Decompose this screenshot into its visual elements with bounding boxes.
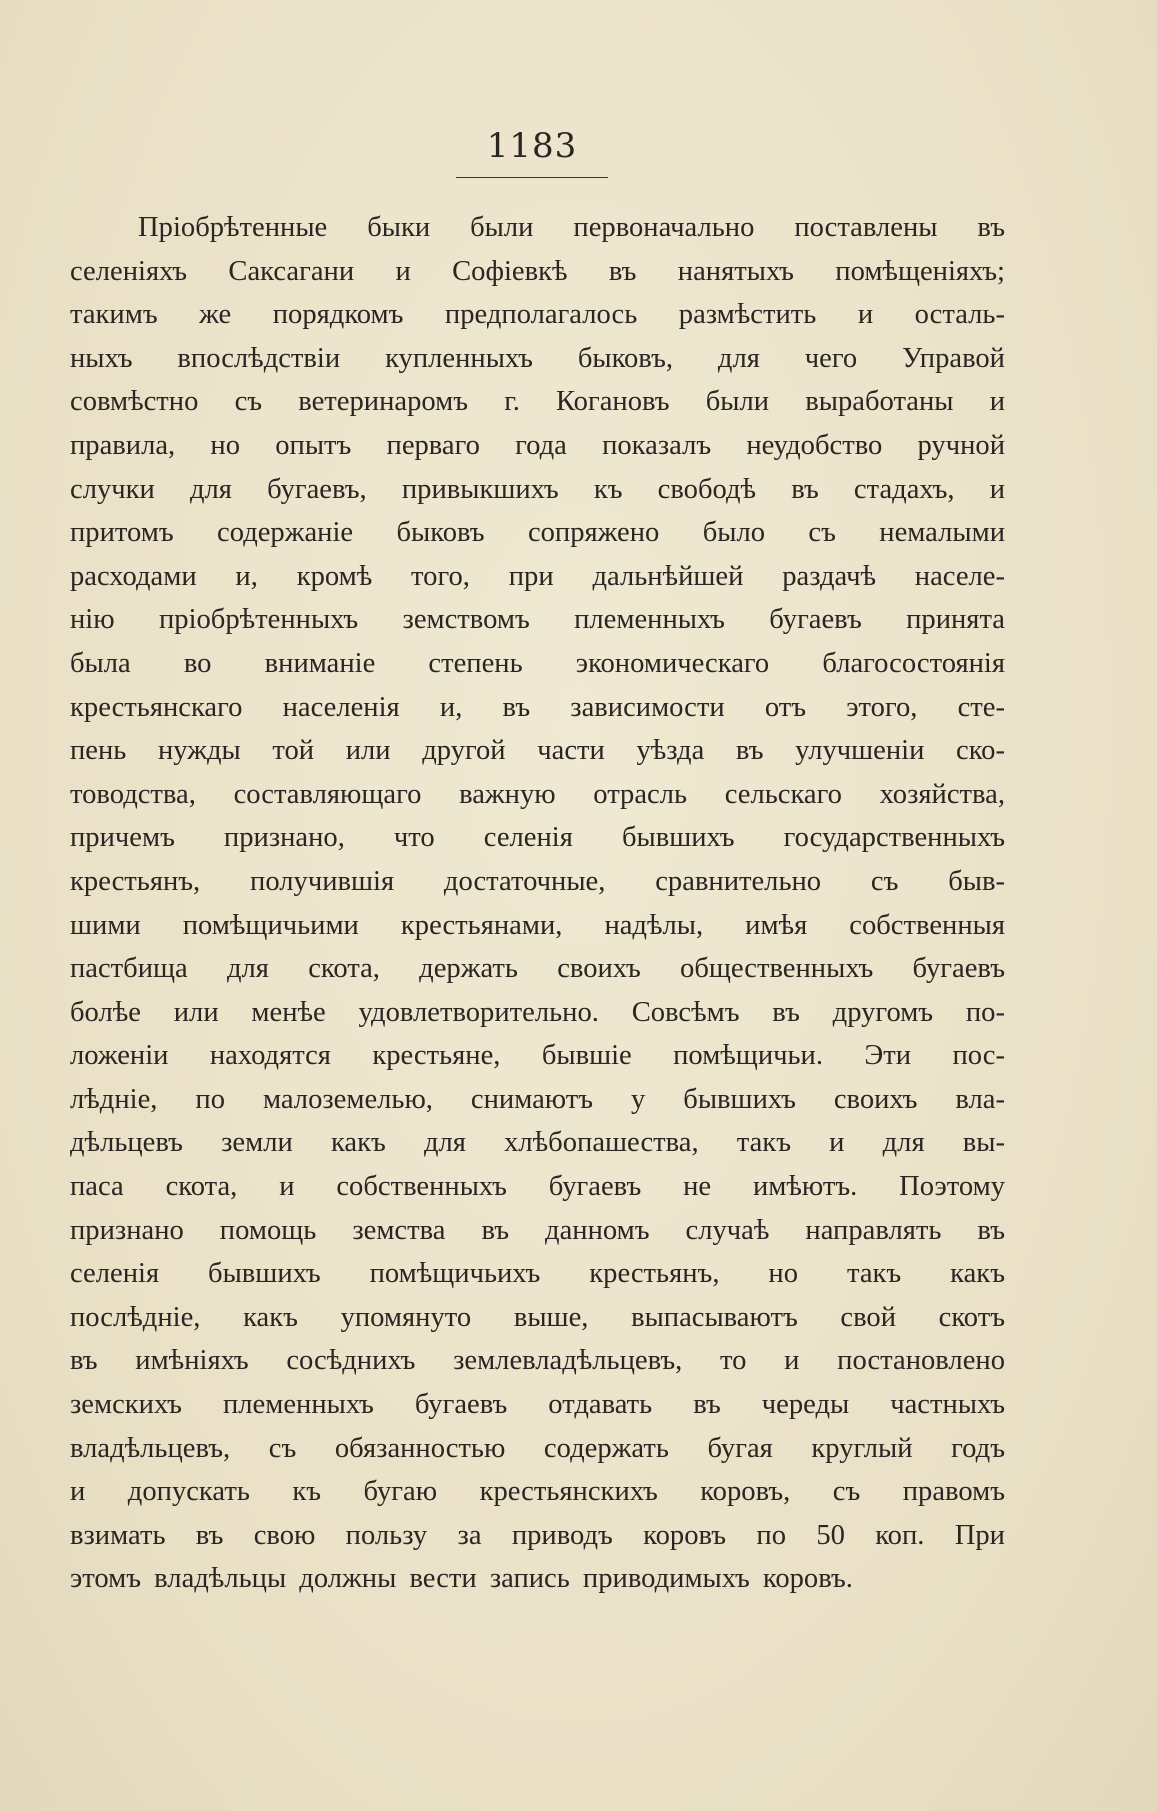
text-line: селеніяхъ Саксагани и Софіевкѣ въ нанятыхъ помѣщеніяхъ; bbox=[70, 255, 1005, 287]
paragraph bbox=[70, 206, 1005, 1601]
text-line: селенія бывшихъ помѣщичьихъ крестьянъ, но такъ какъ bbox=[70, 1258, 1005, 1290]
text-line: этомъ владѣльцы должны вести запись приводимыхъ коровъ. bbox=[70, 1563, 853, 1595]
text-line: паса скота, и собственныхъ бугаевъ не имѣютъ. Поэтому bbox=[70, 1171, 1005, 1203]
text-line: совмѣстно съ ветеринаромъ г. Когановъ были выработаны и bbox=[70, 386, 1005, 418]
text-line: и допускать къ бугаю крестьянскихъ коровъ, съ правомъ bbox=[70, 1476, 1005, 1508]
text-line: крестьянскаго населенія и, въ зависимости отъ этого, сте- bbox=[70, 691, 1005, 723]
text-line: ложеніи находятся крестьяне, бывшіе помѣщичьи. Эти пос- bbox=[70, 1040, 1005, 1072]
text-line: причемъ признано, что селенія бывшихъ государственныхъ bbox=[70, 822, 1005, 854]
text-line: расходами и, кромѣ того, при дальнѣйшей раздачѣ населе- bbox=[70, 560, 1005, 592]
text-line: лѣдніе, по малоземелью, снимаютъ у бывшихъ своихъ вла- bbox=[70, 1083, 1005, 1115]
text-line: правила, но опытъ перваго года показалъ неудобство ручной bbox=[70, 429, 1005, 461]
page-number-rule bbox=[456, 177, 608, 178]
text-line: такимъ же порядкомъ предполагалось размѣстить и осталь- bbox=[70, 299, 1005, 331]
text-line: признано помощь земства въ данномъ случаѣ направлять въ bbox=[70, 1214, 1005, 1246]
text-line: болѣе или менѣе удовлетворительно. Совсѣмъ въ другомъ по- bbox=[70, 996, 1005, 1028]
text-line: ныхъ впослѣдствіи купленныхъ быковъ, для чего Управой bbox=[70, 342, 1005, 374]
text-line: земскихъ племенныхъ бугаевъ отдавать въ череды частныхъ bbox=[70, 1389, 1005, 1421]
text-line: притомъ содержаніе быковъ сопряжено было съ немалыми bbox=[70, 517, 1005, 549]
text-line: случки для бугаевъ, привыкшихъ къ свободѣ въ стадахъ, и bbox=[70, 473, 1005, 505]
text-line: шими помѣщичьими крестьянами, надѣлы, имѣя собственныя bbox=[70, 909, 1005, 941]
page-number: 1183 bbox=[486, 126, 578, 166]
text-line: пастбища для скота, держать своихъ общественныхъ бугаевъ bbox=[70, 953, 1005, 985]
text-line: взимать въ свою пользу за приводъ коровъ по 50 коп. При bbox=[70, 1519, 1005, 1551]
text-line: Пріобрѣтенные быки были первоначально поставлены въ bbox=[138, 212, 1005, 243]
text-line: пень нужды той или другой части уѣзда въ улучшеніи ско- bbox=[70, 735, 1005, 767]
text-line: послѣдніе, какъ упомянуто выше, выпасываютъ свой скотъ bbox=[70, 1301, 1005, 1333]
text-line: дѣльцевъ земли какъ для хлѣбопашества, такъ и для вы- bbox=[70, 1127, 1005, 1159]
text-line: крестьянъ, получившія достаточные, сравнительно съ быв- bbox=[70, 865, 1005, 897]
text-line: была во вниманіе степень экономическаго благосостоянія bbox=[70, 647, 1005, 679]
text-line: въ имѣніяхъ сосѣднихъ землевладѣльцевъ, то и постановлено bbox=[70, 1345, 1005, 1377]
text-line: нію пріобрѣтенныхъ земствомъ племенныхъ бугаевъ принята bbox=[70, 604, 1005, 636]
text-line: товодства, составляющаго важную отрасль сельскаго хозяйства, bbox=[70, 778, 1005, 810]
text-line: владѣльцевъ, съ обязанностью содержать бугая круглый годъ bbox=[70, 1432, 1005, 1464]
